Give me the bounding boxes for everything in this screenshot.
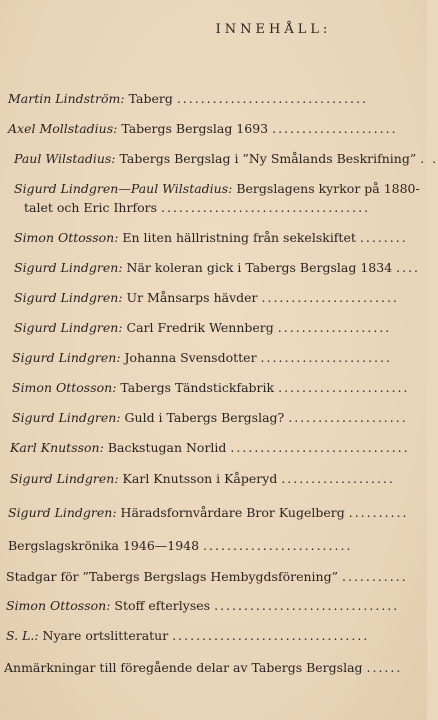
toc-entry xyxy=(6,628,418,644)
leader-dots: ................... xyxy=(277,320,392,335)
entry-title: När koleran gick i Tabergs Bergslag 1834 xyxy=(126,260,393,275)
entry-title: Bergslagens kyrkor på 1880- xyxy=(236,181,420,196)
toc-entry xyxy=(12,380,424,396)
page-heading: INNEHÅLL: xyxy=(215,22,332,37)
entry-author: Sigurd Lindgren: xyxy=(10,471,119,486)
entry-title: Häradsfornvårdare Bror Kugelberg xyxy=(120,505,345,520)
leader-dots: .................... xyxy=(288,410,408,425)
leader-dots: ............................... xyxy=(214,598,400,613)
leader-dots: ...................... xyxy=(278,380,410,395)
toc-entry xyxy=(12,410,424,426)
toc-entry xyxy=(10,440,422,456)
entry-title: Stadgar för ”Tabergs Bergslags Hembygdsförening” xyxy=(6,569,338,584)
entry-title: Taberg xyxy=(128,91,173,106)
leader-dots: ................................. xyxy=(172,628,370,643)
leader-dots: ........... xyxy=(341,569,408,584)
entry-title: Guld i Tabergs Bergslag? xyxy=(124,410,285,425)
leader-dots: ......................... xyxy=(203,538,353,553)
toc-entry xyxy=(8,91,420,107)
entry-author: Simon Ottosson: xyxy=(6,598,111,613)
entry-author: Sigurd Lindgren: xyxy=(14,260,123,275)
toc-entry xyxy=(14,320,426,336)
toc-entry xyxy=(8,121,420,137)
entry-title: Nyare ortslitteratur xyxy=(42,628,169,643)
toc-entry xyxy=(8,505,420,521)
entry-title: Tabergs Tändstickfabrik xyxy=(120,380,275,395)
toc-entry xyxy=(8,538,420,554)
entry-title: Tabergs Bergslag 1693 xyxy=(121,121,269,136)
toc-entry xyxy=(14,260,426,276)
leader-dots: ...................... xyxy=(260,350,392,365)
entry-author: Simon Ottosson: xyxy=(12,380,117,395)
entry-title: Bergslagskrönika 1946—1948 xyxy=(8,538,200,553)
entry-title: En liten hällristning från sekelskiftet xyxy=(122,230,356,245)
entry-title: Ur Månsarps hävder xyxy=(126,290,258,305)
toc-entry xyxy=(6,598,418,614)
toc-entry xyxy=(14,151,438,167)
toc-entry xyxy=(14,181,426,216)
entry-author: Sigurd Lindgren: xyxy=(14,320,123,335)
leader-dots: ..................... xyxy=(272,121,398,136)
entry-author: Simon Ottosson: xyxy=(14,230,119,245)
entry-author: Paul Wilstadius: xyxy=(14,151,116,166)
entry-title: Carl Fredrik Wennberg xyxy=(126,320,274,335)
toc-entry xyxy=(12,350,424,366)
leader-dots: .... xyxy=(396,260,421,275)
entry-author: Sigurd Lindgren: xyxy=(8,505,117,520)
entry-author: Sigurd Lindgren: xyxy=(12,410,121,425)
entry-title: Backstugan Norlid xyxy=(107,440,227,455)
entry-title-continued: talet och Eric Ihrfors xyxy=(24,200,157,215)
leader-dots: ....................... xyxy=(261,290,399,305)
leader-dots: ...... xyxy=(366,660,403,675)
leader-dots: ................... xyxy=(281,471,395,486)
toc-entry xyxy=(14,230,426,246)
entry-author: Sigurd Lindgren: xyxy=(12,350,121,365)
leader-dots: . . xyxy=(420,151,438,166)
toc-entry xyxy=(10,471,422,487)
entry-title: Tabergs Bergslag i ”Ny Smålands Beskrifning” xyxy=(119,151,417,166)
entry-title: Johanna Svensdotter xyxy=(124,350,257,365)
entry-author: Sigurd Lindgren: xyxy=(14,290,123,305)
toc-entry xyxy=(6,569,418,585)
entry-author: Sigurd Lindgren—Paul Wilstadius: xyxy=(14,181,233,196)
toc-entry xyxy=(14,290,426,306)
entry-title: Karl Knutsson i Kåperyd xyxy=(122,471,278,486)
entry-author: Axel Mollstadius: xyxy=(8,121,118,136)
entry-title: Stoff efterlyses xyxy=(114,598,211,613)
entry-author: Karl Knutsson: xyxy=(10,440,104,455)
leader-dots: ........ xyxy=(359,230,408,245)
leader-dots: ................................... xyxy=(160,200,371,215)
toc-entry xyxy=(4,660,416,676)
entry-title: Anmärkningar till föregående delar av Tabergs Bergslag xyxy=(4,660,363,675)
leader-dots: ................................ xyxy=(176,91,368,106)
leader-dots: .............................. xyxy=(230,440,410,455)
entry-author: Martin Lindström: xyxy=(8,91,125,106)
leader-dots: .......... xyxy=(348,505,409,520)
entry-author: S. L.: xyxy=(6,628,39,643)
